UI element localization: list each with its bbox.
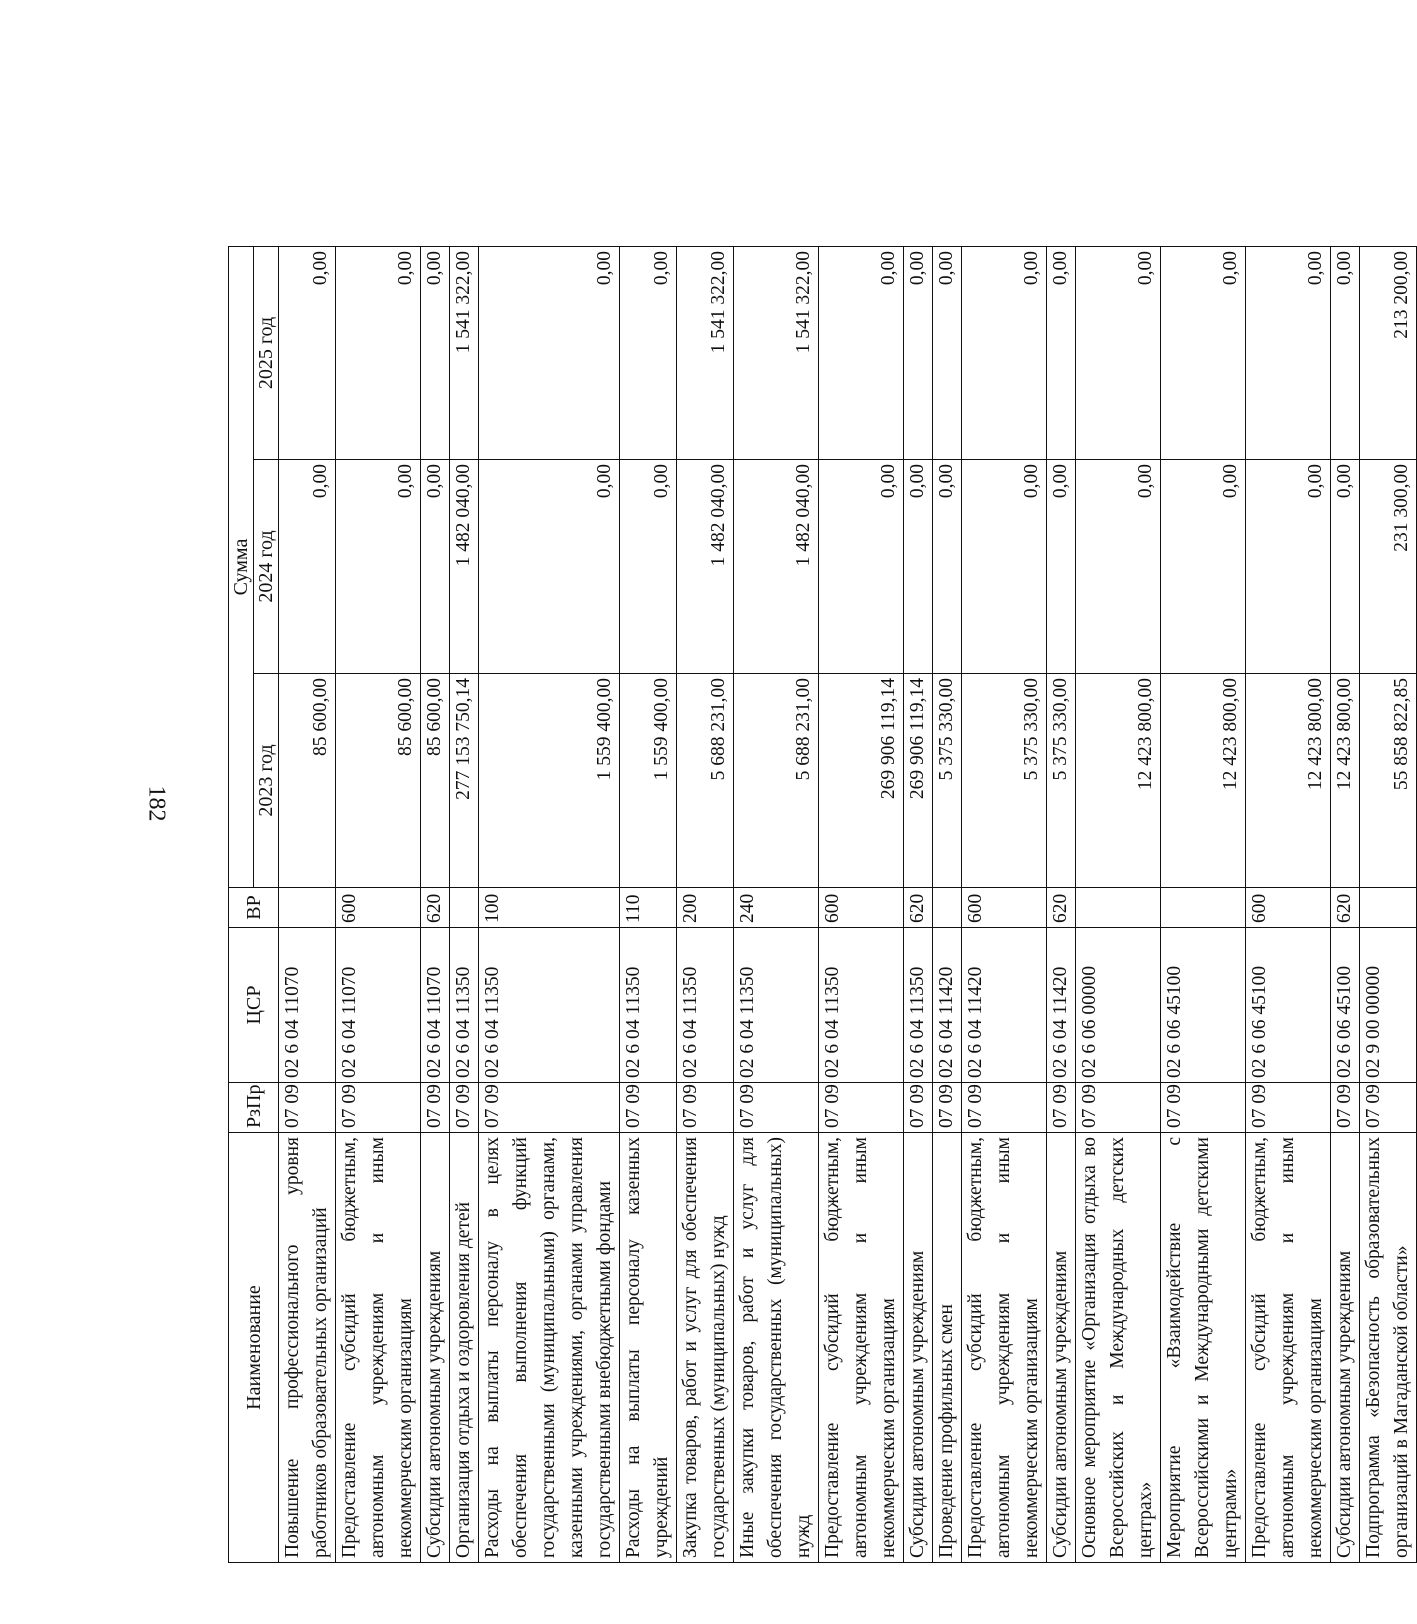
row-amount-2025: 213 200,00 <box>1360 246 1417 459</box>
row-amount-2024: 0,00 <box>336 460 421 674</box>
row-rzpr: 07 09 <box>450 1083 479 1133</box>
row-vr: 600 <box>819 888 904 928</box>
row-vr: 620 <box>904 888 933 928</box>
row-amount-2024: 0,00 <box>1246 460 1331 674</box>
row-amount-2023: 85 600,00 <box>336 674 421 888</box>
row-csr: 02 6 06 45100 <box>1331 928 1360 1083</box>
table-row <box>279 246 336 1562</box>
table-row <box>421 246 450 1562</box>
row-amount-2024: 0,00 <box>962 460 1047 674</box>
row-amount-2024: 0,00 <box>279 460 336 674</box>
row-vr: 240 <box>734 888 819 928</box>
row-amount-2023: 1 559 400,00 <box>620 674 677 888</box>
table-row <box>1360 246 1417 1562</box>
row-name: Предоставление субсидий бюджетным, автономным учреждениям и иным некоммерческим организациям <box>1246 1133 1331 1563</box>
row-csr: 02 9 00 00000 <box>1360 928 1417 1083</box>
table-row <box>677 246 734 1562</box>
row-csr: 02 6 06 00000 <box>1076 928 1161 1083</box>
row-amount-2025: 0,00 <box>962 246 1047 459</box>
row-vr: 100 <box>479 888 620 928</box>
row-rzpr: 07 09 <box>1161 1083 1246 1133</box>
row-name: Субсидии автономным учреждениям <box>1047 1133 1076 1563</box>
row-csr: 02 6 04 11350 <box>450 928 479 1083</box>
row-vr: 620 <box>1047 888 1076 928</box>
row-name: Мероприятие «Взаимодействие с Всероссийскими и Международными детскими центрами» <box>1161 1133 1246 1563</box>
row-amount-2025: 0,00 <box>1161 246 1246 459</box>
row-name: Повышение профессионального уровня работников образовательных организаций <box>279 1133 336 1563</box>
row-amount-2023: 5 375 330,00 <box>962 674 1047 888</box>
row-amount-2023: 1 559 400,00 <box>479 674 620 888</box>
row-amount-2023: 5 688 231,00 <box>734 674 819 888</box>
row-rzpr: 07 09 <box>819 1083 904 1133</box>
row-amount-2025: 0,00 <box>819 246 904 459</box>
row-csr: 02 6 04 11350 <box>734 928 819 1083</box>
row-amount-2025: 0,00 <box>336 246 421 459</box>
table-row <box>1076 246 1161 1562</box>
row-vr: 200 <box>677 888 734 928</box>
row-vr: 600 <box>962 888 1047 928</box>
row-name: Организация отдыха и оздоровления детей <box>450 1133 479 1563</box>
row-rzpr: 07 09 <box>620 1083 677 1133</box>
row-amount-2024: 0,00 <box>1161 460 1246 674</box>
header-2024: 2024 год <box>254 460 279 674</box>
row-amount-2023: 55 858 822,85 <box>1360 674 1417 888</box>
row-amount-2024: 0,00 <box>1076 460 1161 674</box>
row-csr: 02 6 04 11350 <box>620 928 677 1083</box>
row-csr: 02 6 06 45100 <box>1246 928 1331 1083</box>
row-amount-2025: 0,00 <box>1076 246 1161 459</box>
row-vr: 620 <box>1331 888 1360 928</box>
row-rzpr: 07 09 <box>962 1083 1047 1133</box>
header-sum: Сумма <box>229 246 254 887</box>
row-amount-2025: 0,00 <box>1331 246 1360 459</box>
row-vr: 600 <box>1246 888 1331 928</box>
row-vr <box>1161 888 1246 928</box>
table-row <box>336 246 421 1562</box>
row-amount-2025: 0,00 <box>1047 246 1076 459</box>
row-rzpr: 07 09 <box>421 1083 450 1133</box>
row-rzpr: 07 09 <box>904 1083 933 1133</box>
row-amount-2023: 12 423 800,00 <box>1076 674 1161 888</box>
row-csr: 02 6 04 11350 <box>819 928 904 1083</box>
table-row <box>620 246 677 1562</box>
row-rzpr: 07 09 <box>336 1083 421 1133</box>
table-row <box>904 246 933 1562</box>
row-vr: 110 <box>620 888 677 928</box>
row-name: Субсидии автономным учреждениям <box>904 1133 933 1563</box>
row-name: Закупка товаров, работ и услуг для обеспечения государственных (муниципальных) нужд <box>677 1133 734 1563</box>
row-amount-2023: 12 423 800,00 <box>1246 674 1331 888</box>
row-amount-2025: 0,00 <box>1246 246 1331 459</box>
row-amount-2025: 0,00 <box>279 246 336 459</box>
page-number: 182 <box>143 785 170 822</box>
row-name: Предоставление субсидий бюджетным, автономным учреждениям и иным некоммерческим организациям <box>962 1133 1047 1563</box>
row-amount-2023: 12 423 800,00 <box>1331 674 1360 888</box>
header-2023: 2023 год <box>254 674 279 888</box>
row-vr <box>450 888 479 928</box>
row-rzpr: 07 09 <box>1331 1083 1360 1133</box>
row-vr <box>1360 888 1417 928</box>
table-row <box>1246 246 1331 1562</box>
row-rzpr: 07 09 <box>677 1083 734 1133</box>
row-amount-2024: 0,00 <box>1331 460 1360 674</box>
header-csr: ЦСР <box>229 928 279 1083</box>
row-rzpr: 07 09 <box>933 1083 962 1133</box>
row-amount-2024: 0,00 <box>933 460 962 674</box>
table-row <box>1161 246 1246 1562</box>
header-row-1 <box>229 246 254 1562</box>
budget-table <box>228 246 1417 1563</box>
table-row <box>962 246 1047 1562</box>
table-row <box>479 246 620 1562</box>
header-2025: 2025 год <box>254 246 279 459</box>
table-row <box>450 246 479 1562</box>
row-amount-2025: 1 541 322,00 <box>677 246 734 459</box>
row-amount-2023: 269 906 119,14 <box>904 674 933 888</box>
row-amount-2025: 0,00 <box>479 246 620 459</box>
row-amount-2023: 277 153 750,14 <box>450 674 479 888</box>
row-csr: 02 6 04 11420 <box>962 928 1047 1083</box>
row-csr: 02 6 04 11070 <box>336 928 421 1083</box>
row-csr: 02 6 04 11350 <box>677 928 734 1083</box>
row-vr <box>933 888 962 928</box>
row-amount-2025: 0,00 <box>904 246 933 459</box>
row-amount-2024: 1 482 040,00 <box>677 460 734 674</box>
row-rzpr: 07 09 <box>1246 1083 1331 1133</box>
row-amount-2023: 85 600,00 <box>421 674 450 888</box>
row-rzpr: 07 09 <box>1360 1083 1417 1133</box>
row-name: Основное мероприятие «Организация отдыха во Всероссийских и Международных детских центрах» <box>1076 1133 1161 1563</box>
row-rzpr: 07 09 <box>479 1083 620 1133</box>
row-amount-2024: 0,00 <box>421 460 450 674</box>
row-amount-2023: 85 600,00 <box>279 674 336 888</box>
table-body <box>279 246 1417 1562</box>
row-name: Подпрограмма «Безопасность образовательных организаций в Магаданской области» <box>1360 1133 1417 1563</box>
row-csr: 02 6 06 45100 <box>1161 928 1246 1083</box>
row-amount-2024: 0,00 <box>1047 460 1076 674</box>
row-csr: 02 6 04 11420 <box>1047 928 1076 1083</box>
header-rzpr: РзПр <box>229 1083 279 1133</box>
row-amount-2024: 231 300,00 <box>1360 460 1417 674</box>
table-row <box>734 246 819 1562</box>
row-amount-2025: 0,00 <box>933 246 962 459</box>
row-csr: 02 6 04 11070 <box>279 928 336 1083</box>
row-amount-2025: 1 541 322,00 <box>450 246 479 459</box>
row-csr: 02 6 04 11070 <box>421 928 450 1083</box>
row-name: Субсидии автономным учреждениям <box>1331 1133 1360 1563</box>
row-csr: 02 6 04 11350 <box>904 928 933 1083</box>
row-name: Расходы на выплаты персоналу в целях обеспечения выполнения функций государственными (муниципальными) органами, казенными учреждениями, органами управления государственными внебюджетными фондами <box>479 1133 620 1563</box>
row-amount-2023: 5 688 231,00 <box>677 674 734 888</box>
row-amount-2024: 1 482 040,00 <box>734 460 819 674</box>
header-vr: ВР <box>229 888 279 928</box>
row-amount-2024: 0,00 <box>904 460 933 674</box>
row-csr: 02 6 04 11420 <box>933 928 962 1083</box>
row-name: Предоставление субсидий бюджетным, автономным учреждениям и иным некоммерческим организациям <box>819 1133 904 1563</box>
row-rzpr: 07 09 <box>279 1083 336 1133</box>
table-row <box>1047 246 1076 1562</box>
row-amount-2024: 0,00 <box>620 460 677 674</box>
row-name: Субсидии автономным учреждениям <box>421 1133 450 1563</box>
row-vr: 600 <box>336 888 421 928</box>
row-amount-2023: 5 375 330,00 <box>1047 674 1076 888</box>
row-amount-2025: 0,00 <box>421 246 450 459</box>
row-amount-2025: 0,00 <box>620 246 677 459</box>
budget-table-rotated <box>228 247 1412 1563</box>
table-row <box>933 246 962 1562</box>
row-amount-2024: 1 482 040,00 <box>450 460 479 674</box>
row-amount-2024: 0,00 <box>479 460 620 674</box>
row-vr: 620 <box>421 888 450 928</box>
row-rzpr: 07 09 <box>1076 1083 1161 1133</box>
row-vr <box>279 888 336 928</box>
table-row <box>819 246 904 1562</box>
table-row <box>1331 246 1360 1562</box>
row-name: Расходы на выплаты персоналу казенных учреждений <box>620 1133 677 1563</box>
row-name: Предоставление субсидий бюджетным, автономным учреждениям и иным некоммерческим организациям <box>336 1133 421 1563</box>
row-rzpr: 07 09 <box>1047 1083 1076 1133</box>
header-name: Наименование <box>229 1133 279 1563</box>
row-amount-2025: 1 541 322,00 <box>734 246 819 459</box>
row-amount-2023: 269 906 119,14 <box>819 674 904 888</box>
row-vr <box>1076 888 1161 928</box>
row-csr: 02 6 04 11350 <box>479 928 620 1083</box>
row-amount-2023: 5 375 330,00 <box>933 674 962 888</box>
row-name: Иные закупки товаров, работ и услуг для обеспечения государственных (муниципальных) нужд <box>734 1133 819 1563</box>
row-name: Проведение профильных смен <box>933 1133 962 1563</box>
row-amount-2023: 12 423 800,00 <box>1161 674 1246 888</box>
row-amount-2024: 0,00 <box>819 460 904 674</box>
row-rzpr: 07 09 <box>734 1083 819 1133</box>
